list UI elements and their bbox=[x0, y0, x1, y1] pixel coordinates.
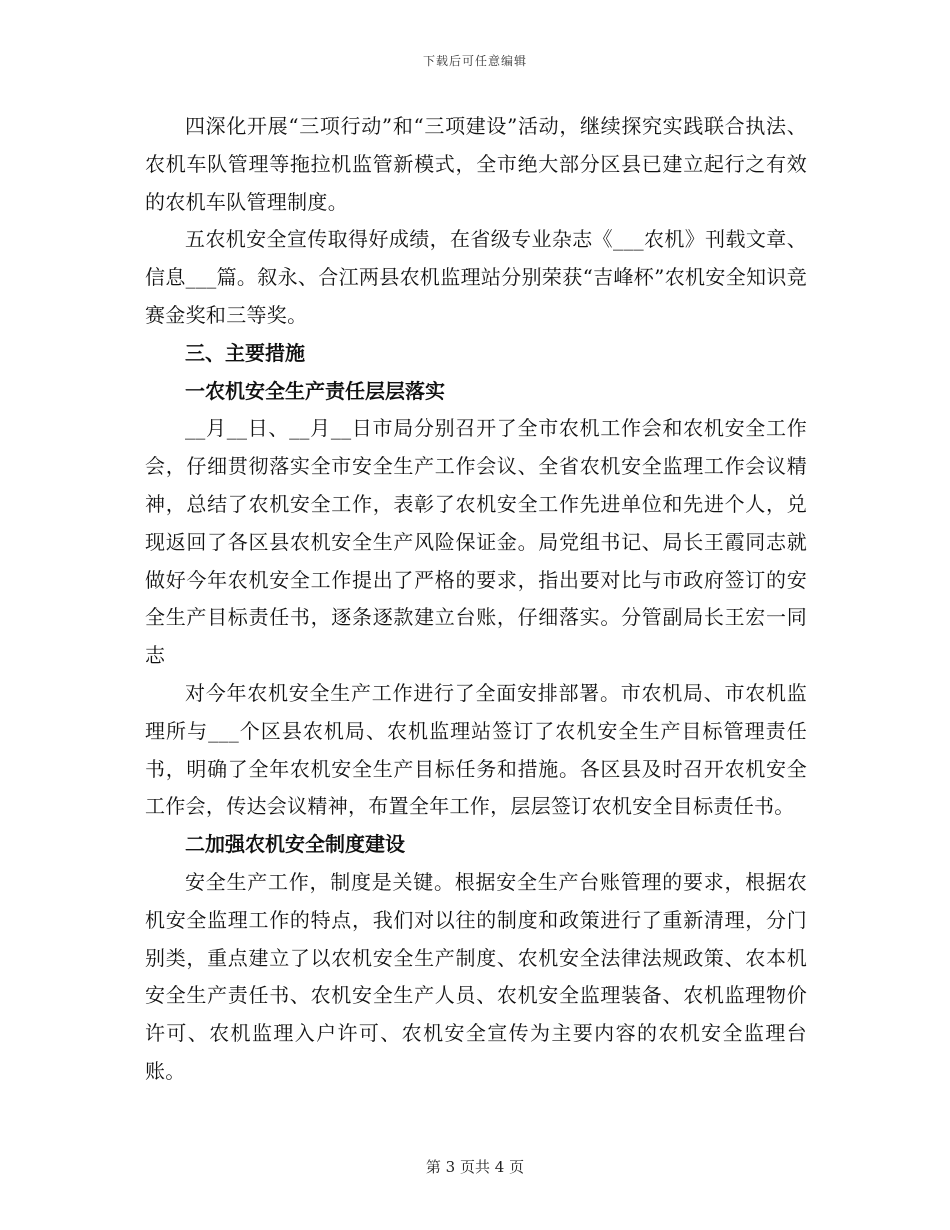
section-heading-main-measures: 三、主要措施 bbox=[185, 340, 305, 365]
paragraph-four-sanxiang: 四深化开展“三项行动”和“三项建设”活动，继续探究实践联合执法、农机车队管理等拖拉机监管新模式，全市绝大部分区县已建立起行之有效的农机车队管理制度。 bbox=[145, 114, 807, 214]
paragraph-deployment: 对今年农机安全生产工作进行了全面安排部署。市农机局、市农机监理所与___个区县农机局、农机监理站签订了农机安全生产目标管理责任书，明确了全年农机安全生产目标任务和措施。各区县及时召开农机安全工作会，传达会议精神，布置全年工作，层层签订农机安全目标责任书。 bbox=[145, 680, 807, 819]
subheading-responsibility: 一农机安全生产责任层层落实 bbox=[185, 378, 445, 403]
subheading-system-building: 二加强农机安全制度建设 bbox=[185, 832, 405, 857]
document-body bbox=[145, 108, 807, 1091]
paragraph-meetings: __月__日、__月__日市局分别召开了全市农机工作会和农机安全工作会，仔细贯彻落实全市安全生产工作会议、全省农机安全监理工作会议精神，总结了农机安全工作，表彰了农机安全工作先进单位和先进个人，兑现返回了各区县农机安全生产风险保证金。局党组书记、局长王霞同志就做好今年农机安全工作提出了严格的要求，指出要对比与市政府签订的安全生产目标责任书，逐条逐款建立台账，仔细落实。分管副局长王宏一同志 bbox=[145, 416, 807, 668]
paragraph-five-publicity: 五农机安全宣传取得好成绩，在省级专业杂志《___农机》刊载文章、信息___篇。叙永、合江两县农机监理站分别荣获“吉峰杯”农机安全知识竞赛金奖和三等奖。 bbox=[145, 227, 807, 327]
page-footer: 第 3 页共 4 页 bbox=[425, 1158, 525, 1176]
paragraph-system: 安全生产工作，制度是关键。根据安全生产台账管理的要求，根据农机安全监理工作的特点，我们对以往的制度和政策进行了重新清理，分门别类，重点建立了以农机安全生产制度、农机安全法律法规政策、农本机安全生产责任书、农机安全生产人员、农机安全监理装备、农机监理物价许可、农机监理入户许可、农机安全宣传为主要内容的农机安全监理台账。 bbox=[145, 869, 807, 1083]
page-header: 下载后可任意编辑 bbox=[422, 54, 527, 68]
